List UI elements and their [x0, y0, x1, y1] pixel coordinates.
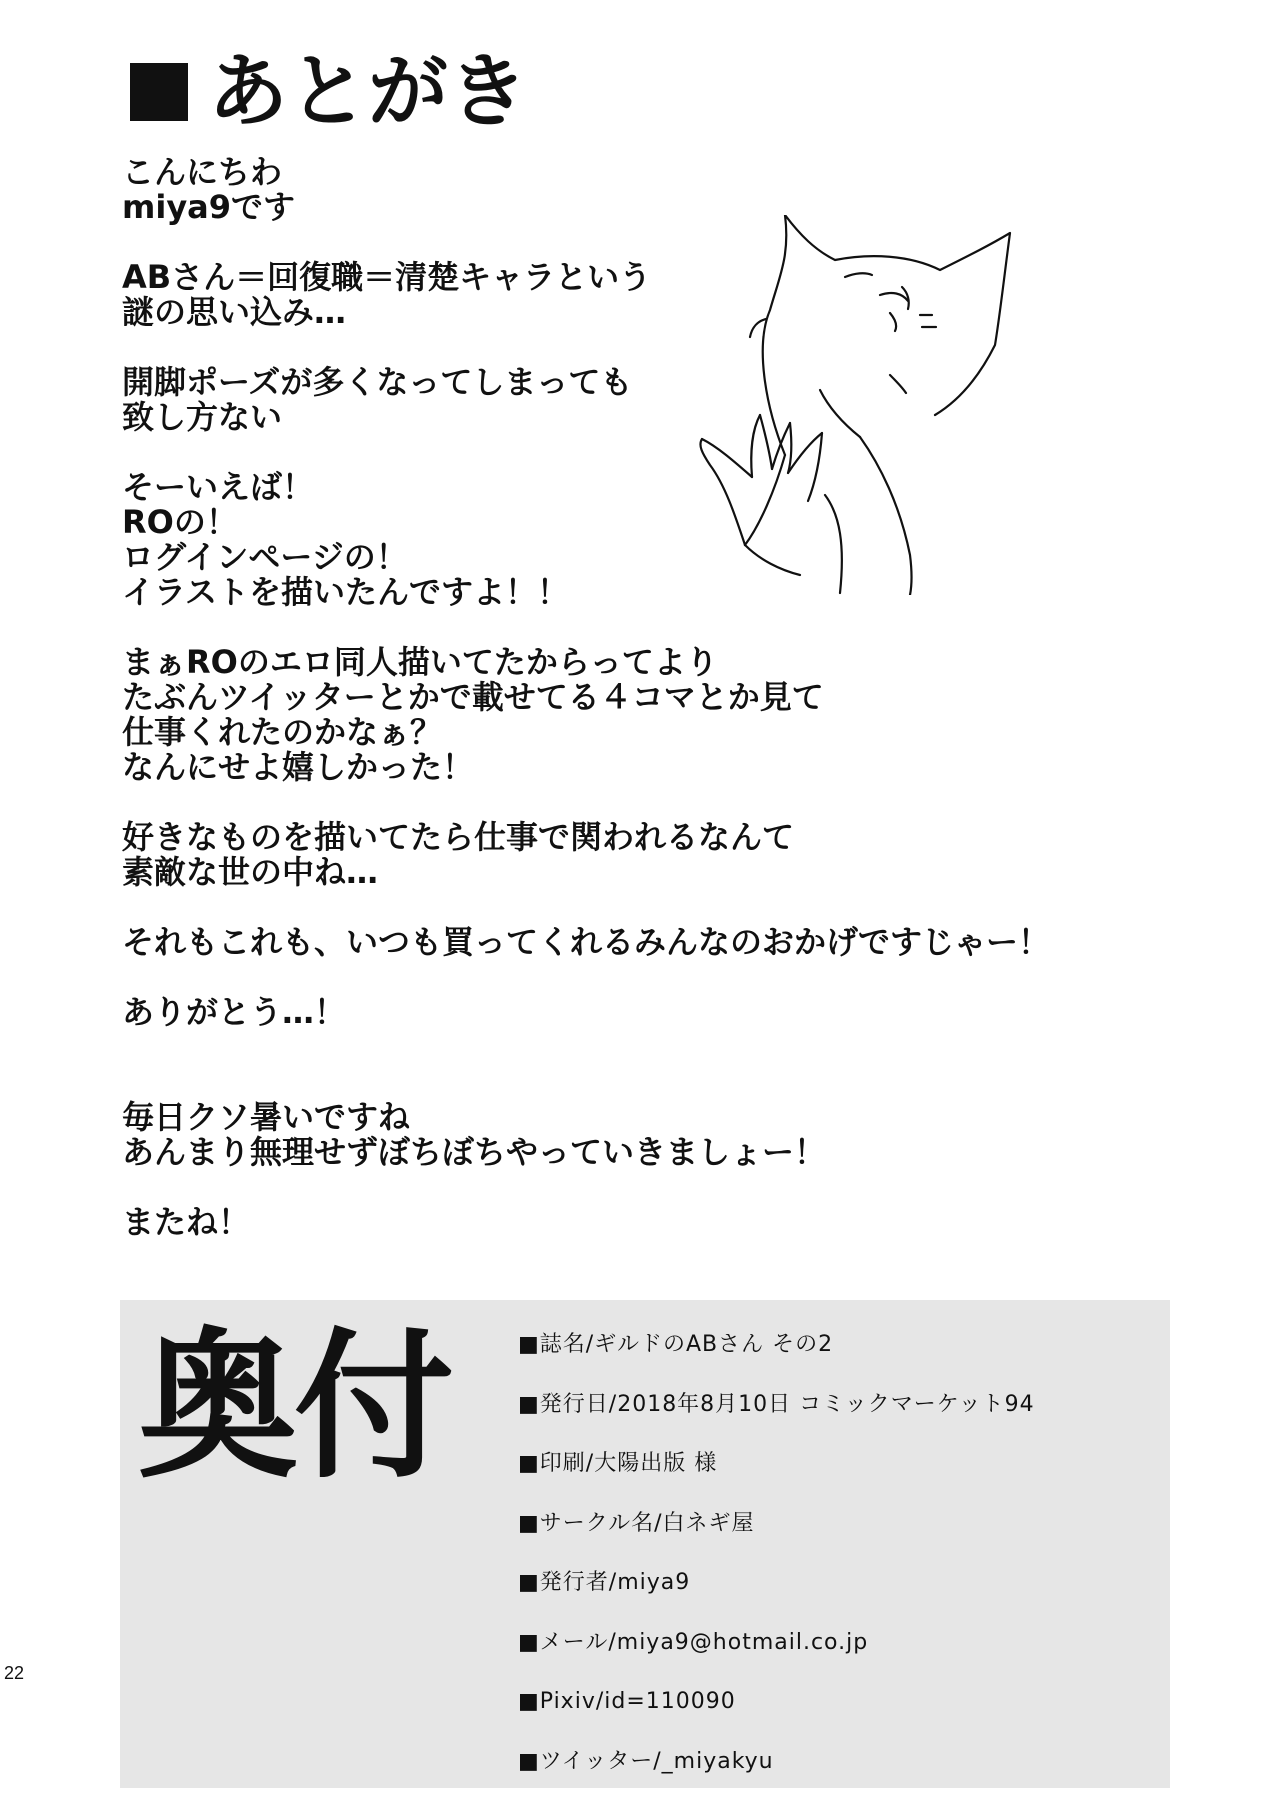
waving-cat-doodle-icon	[640, 215, 1180, 595]
text-line: あんまり無理せずぼちぼちやっていきましょー！	[122, 1133, 827, 1171]
paragraph	[122, 1100, 1122, 1170]
text-line: それもこれも、いつも買ってくれるみんなのおかげですじゃー！	[122, 923, 1051, 961]
text-line: そーいえば！	[122, 468, 315, 506]
paragraph	[122, 820, 1122, 890]
paragraph	[122, 925, 1122, 960]
page-number: 22	[4, 1663, 25, 1683]
colophon-list	[518, 1330, 1035, 1806]
text-line: まぁROのエロ同人描いてたからってより	[122, 643, 718, 681]
text-line: ROの！	[122, 503, 238, 541]
paragraph-closing	[122, 1205, 1122, 1240]
colophon-item-date: ■発行日/2018年8月10日 コミックマーケット94	[518, 1391, 1035, 1417]
title-square-icon	[130, 63, 188, 121]
paragraph	[122, 995, 1122, 1030]
text-line: 仕事くれたのかなぁ？	[122, 713, 443, 751]
text-line: こんにちわ	[122, 153, 283, 191]
page-title-text: あとがき	[208, 45, 528, 138]
text-line: 毎日クソ暑いですね	[122, 1098, 411, 1136]
text-line: 謎の思い込み…	[122, 293, 347, 331]
text-line: イラストを描いたんですよ！！	[122, 573, 570, 611]
text-line: 開脚ポーズが多くなってしまっても	[122, 363, 633, 401]
text-line: 致し方ない	[122, 398, 283, 436]
text-line: 素敵な世の中ね…	[122, 853, 379, 891]
colophon-item-circle: ■サークル名/白ネギ屋	[518, 1510, 755, 1536]
colophon-item-title: ■誌名/ギルドのABさん その2	[518, 1332, 834, 1357]
text-line: たぶんツイッターとかで載せてる４コマとか見て	[122, 678, 824, 716]
text-line: ありがとう…！	[122, 993, 347, 1031]
text-line: 好きなものを描いてたら仕事で関われるなんて	[122, 818, 795, 856]
text-line: ABさん＝回復職＝清楚キャラという	[122, 258, 652, 296]
paragraph	[122, 645, 1122, 785]
colophon-item-printer: ■印刷/大陽出版 様	[518, 1451, 718, 1476]
colophon-item-publisher: ■発行者/miya9	[518, 1570, 691, 1595]
colophon-title: 奥付	[138, 1312, 451, 1500]
text-line: miya9です	[122, 188, 296, 226]
page-title	[130, 45, 528, 138]
text-line: なんにせよ嬉しかった！	[122, 748, 475, 786]
text-line: またね！	[122, 1203, 251, 1241]
colophon-panel	[120, 1300, 1170, 1788]
text-line: ログインページの！	[122, 538, 408, 576]
colophon-item-email: ■メール/miya9@hotmail.co.jp	[518, 1629, 869, 1655]
colophon-item-pixiv: ■Pixiv/id=110090	[518, 1689, 736, 1714]
colophon-item-twitter: ■ツイッター/_miyakyu	[518, 1748, 774, 1774]
